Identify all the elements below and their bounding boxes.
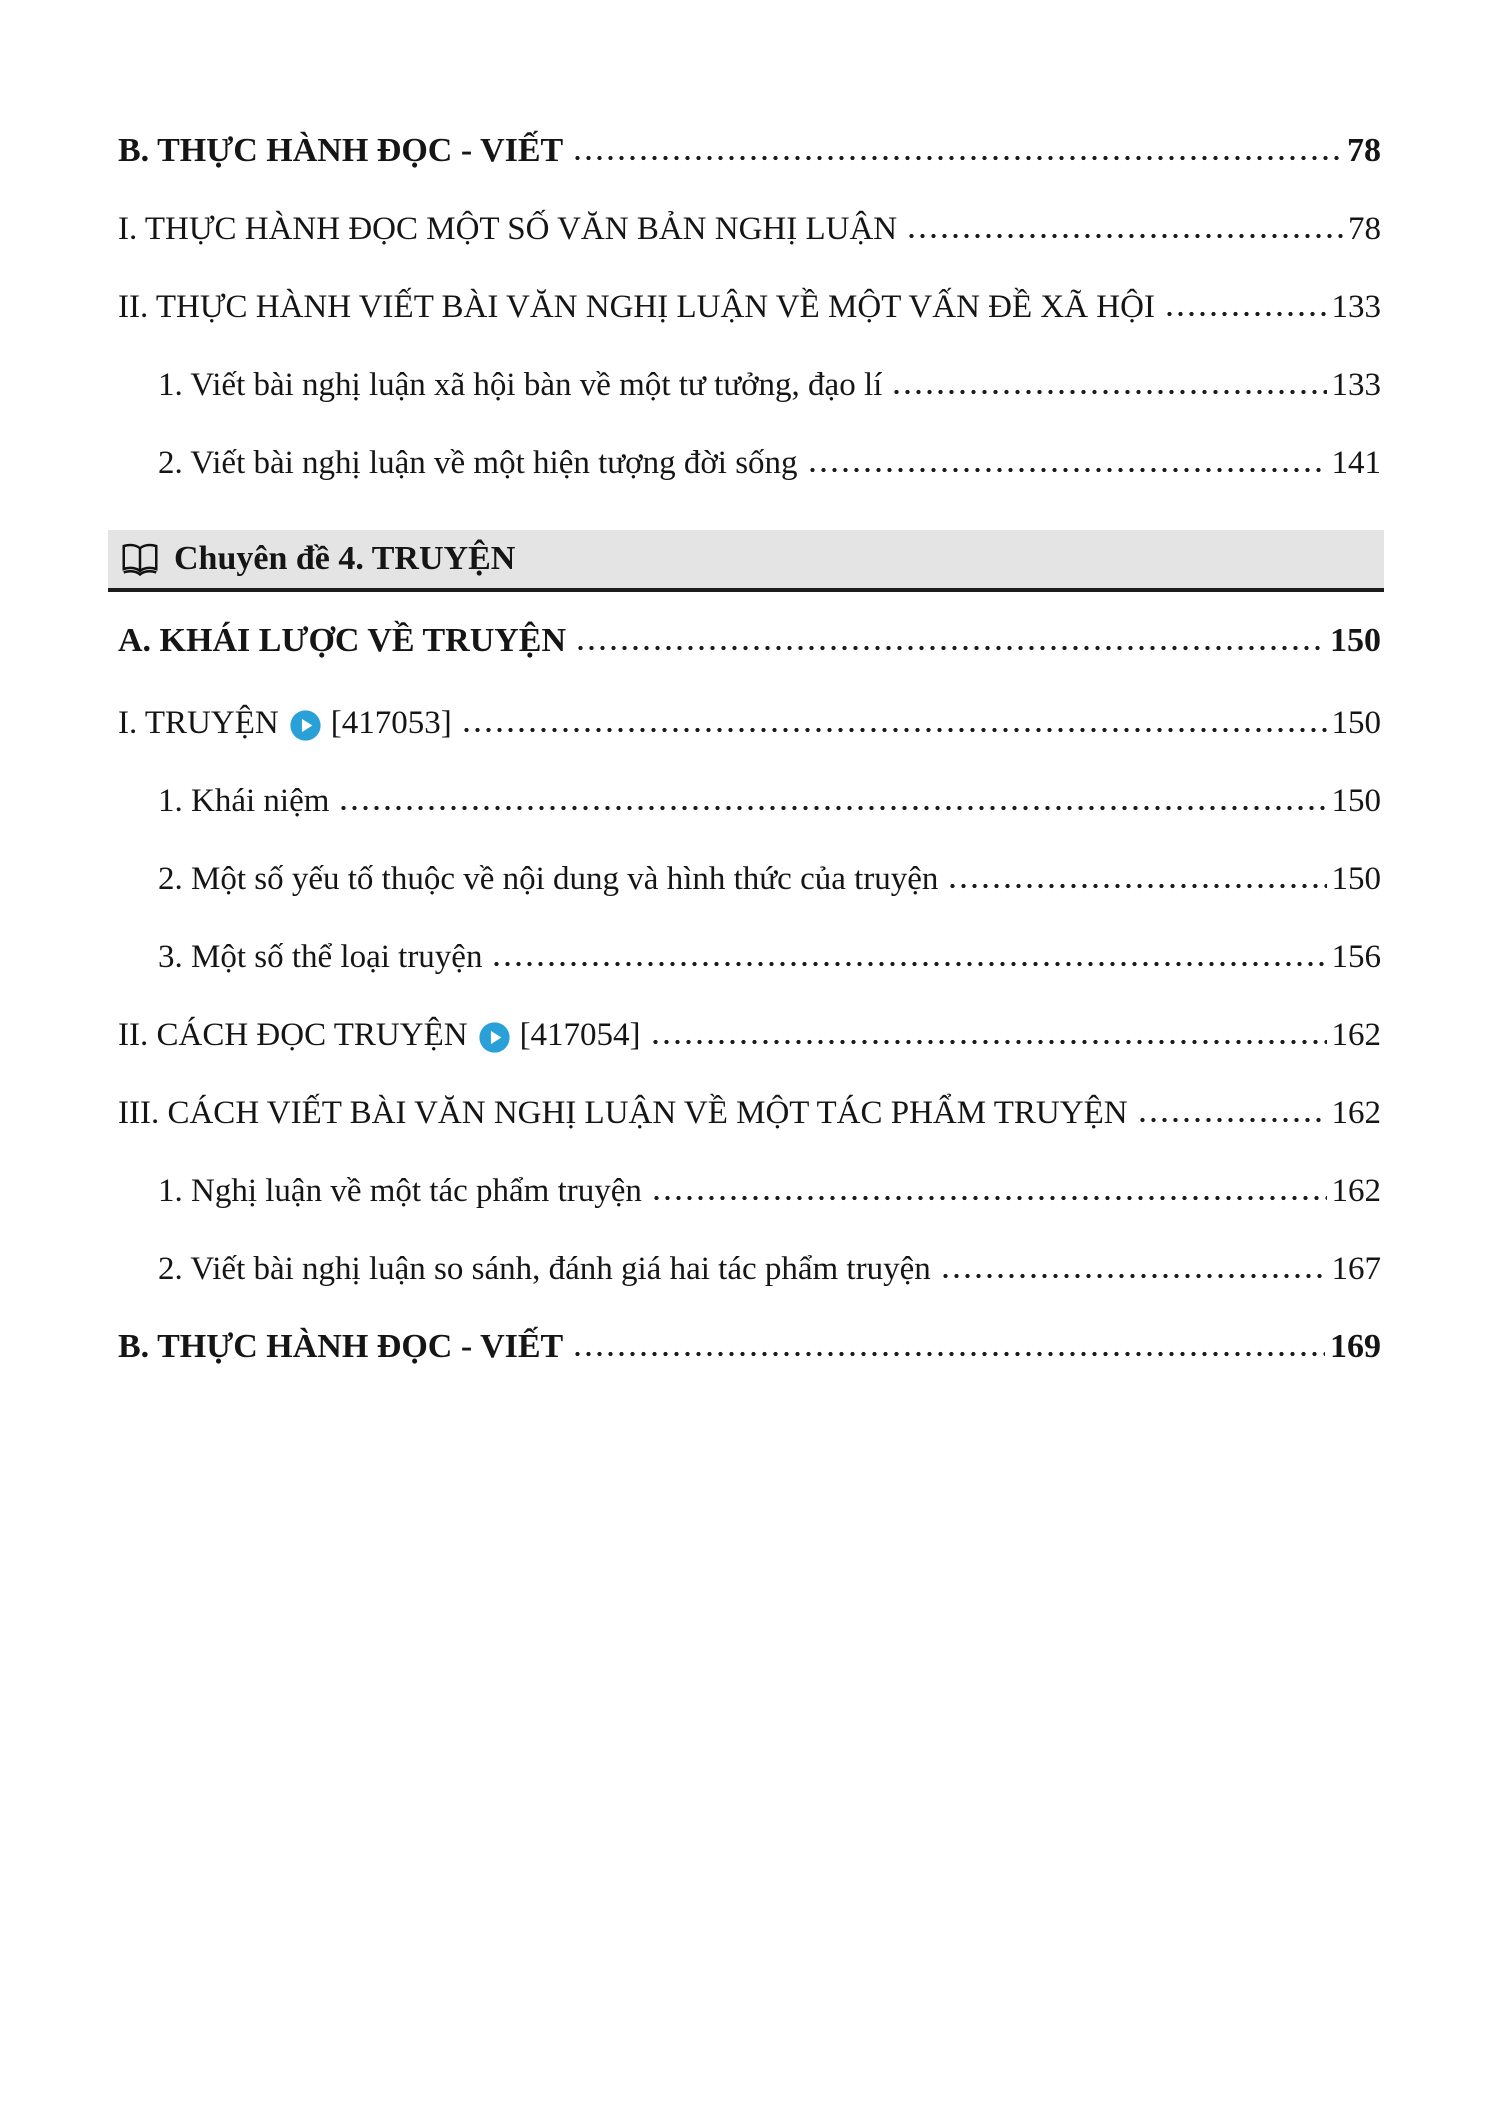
page-number: 150	[1331, 705, 1381, 741]
page-number: 162	[1331, 1017, 1381, 1053]
page-number: 169	[1330, 1328, 1381, 1365]
toc-entry-label: 2. Viết bài nghị luận so sánh, đánh giá hai tác phẩm truyện	[158, 1251, 931, 1287]
page-number: 150	[1331, 861, 1381, 897]
toc-entry-label: II. THỰC HÀNH VIẾT BÀI VĂN NGHỊ LUẬN VỀ MỘT VẤN ĐỀ XÃ HỘI	[118, 289, 1155, 325]
toc-entry-label: 1. Nghị luận về một tác phẩm truyện	[158, 1173, 642, 1209]
media-code: [417054]	[519, 1017, 641, 1053]
toc-entry	[158, 440, 1381, 486]
open-book-icon	[120, 542, 160, 576]
toc-entry	[158, 1168, 1381, 1214]
dotted-leader	[807, 467, 1327, 473]
media-code: [417053]	[330, 705, 452, 741]
toc-entry	[118, 284, 1381, 330]
chapter-banner-title: Chuyên đề 4. TRUYỆN	[174, 540, 516, 577]
dotted-leader	[461, 727, 1327, 733]
dotted-leader	[891, 389, 1326, 395]
toc-entry	[118, 618, 1381, 664]
toc-entry	[158, 362, 1381, 408]
toc-entry-label: 2. Một số yếu tố thuộc về nội dung và hình thức của truyện	[158, 861, 939, 897]
page-number: 78	[1347, 132, 1381, 169]
toc-entry-label: 1. Khái niệm	[158, 783, 330, 819]
dotted-leader	[940, 1273, 1327, 1279]
toc-entry-label: I. THỰC HÀNH ĐỌC MỘT SỐ VĂN BẢN NGHỊ LUẬN	[118, 211, 898, 247]
toc-entry-label: 2. Viết bài nghị luận về một hiện tượng đời sống	[158, 445, 798, 481]
dotted-leader	[906, 233, 1343, 239]
toc-entry	[158, 1246, 1381, 1292]
toc-entry-label: B. THỰC HÀNH ĐỌC - VIẾT	[118, 132, 564, 169]
chapter-banner	[108, 530, 1384, 592]
toc-entry-label: III. CÁCH VIẾT BÀI VĂN NGHỊ LUẬN VỀ MỘT TÁC PHẨM TRUYỆN	[118, 1095, 1128, 1131]
dotted-leader	[650, 1039, 1327, 1045]
toc-entry-label: II. CÁCH ĐỌC TRUYỆN	[118, 1017, 468, 1053]
toc-entry	[118, 700, 1381, 746]
toc-entry	[158, 856, 1381, 902]
page-number: 156	[1331, 939, 1381, 975]
page-number: 133	[1331, 289, 1381, 325]
toc-entry-label: B. THỰC HÀNH ĐỌC - VIẾT	[118, 1328, 564, 1365]
dotted-leader	[572, 1351, 1325, 1357]
dotted-leader	[1164, 311, 1327, 317]
toc-entry	[118, 1324, 1381, 1370]
toc-entry	[118, 128, 1381, 174]
page-number: 150	[1331, 783, 1381, 819]
dotted-leader	[651, 1195, 1327, 1201]
toc-entry	[118, 206, 1381, 252]
toc-entry-label: I. TRUYỆN	[118, 705, 279, 741]
page-number: 150	[1330, 622, 1381, 659]
page-number: 141	[1331, 445, 1381, 481]
page-number: 162	[1331, 1095, 1381, 1131]
page-number: 167	[1331, 1251, 1381, 1287]
dotted-leader	[1137, 1117, 1327, 1123]
toc-entry	[158, 934, 1381, 980]
toc-entry-label: A. KHÁI LƯỢC VỀ TRUYỆN	[118, 622, 567, 659]
toc-entry	[118, 1012, 1381, 1058]
page-number: 133	[1331, 367, 1381, 403]
toc-entry-label: 1. Viết bài nghị luận xã hội bàn về một tư tưởng, đạo lí	[158, 367, 883, 403]
toc-entry-label: 3. Một số thể loại truyện	[158, 939, 483, 975]
dotted-leader	[338, 805, 1326, 811]
dotted-leader	[572, 155, 1342, 161]
dotted-leader	[491, 961, 1326, 967]
dotted-leader	[575, 645, 1325, 651]
play-icon	[289, 709, 322, 742]
page-number: 162	[1331, 1173, 1381, 1209]
play-icon	[478, 1021, 511, 1054]
toc-entry	[158, 778, 1381, 824]
toc-entry	[118, 1090, 1381, 1136]
page-number: 78	[1348, 211, 1381, 247]
dotted-leader	[947, 883, 1326, 889]
